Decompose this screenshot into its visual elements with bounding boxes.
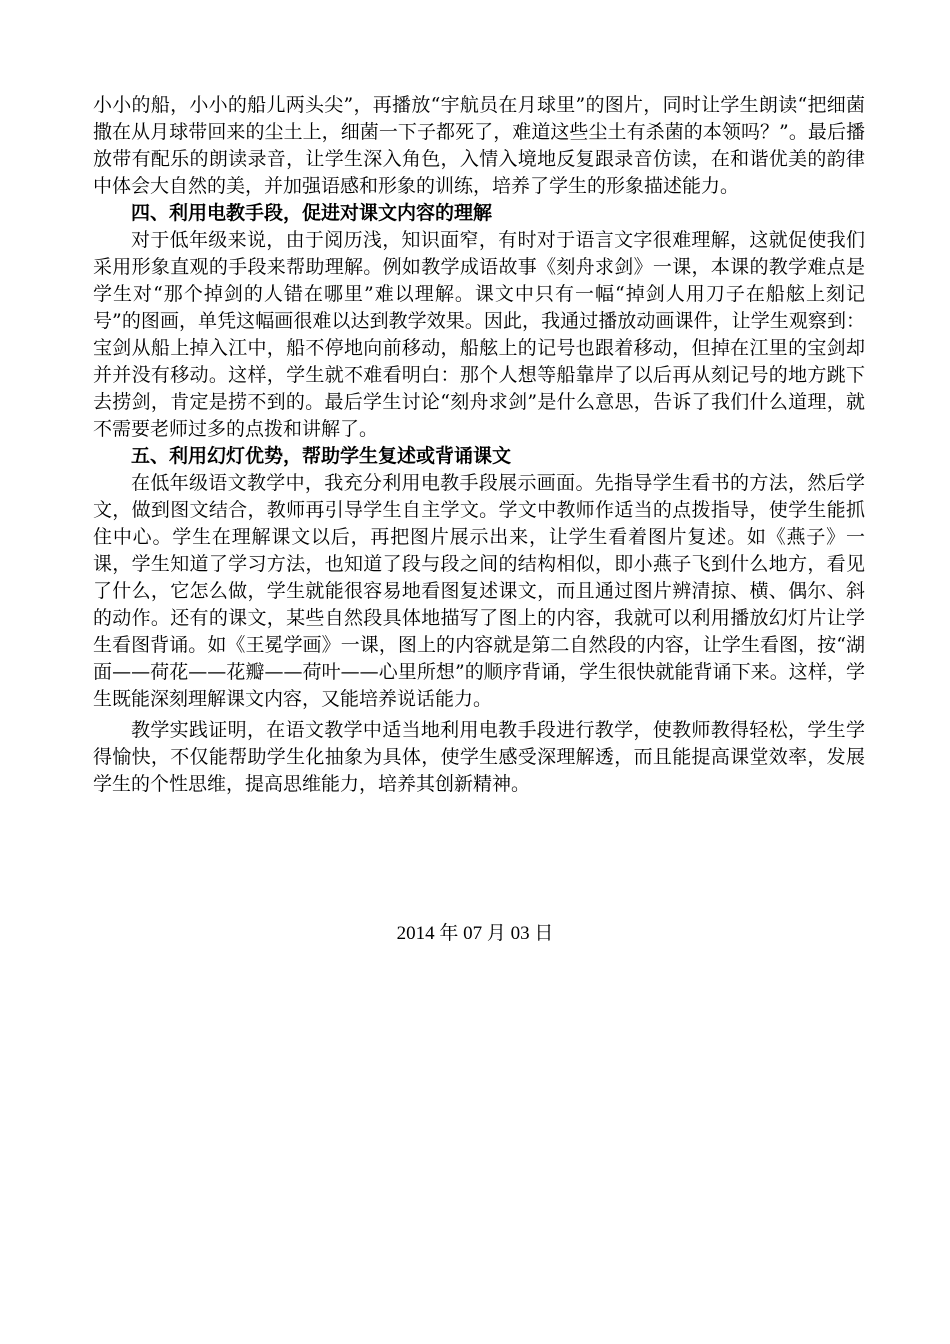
paragraph-conclusion: 教学实践证明，在语文教学中适当地利用电教手段进行教学，使教师教得轻松，学生学得愉快，不仅能帮助学生化抽象为具体，使学生感受深理解透，而且能提高课堂效率，发展学生的个性思维，提高思维能力，培养其创新精神。: [93, 719, 865, 795]
document-page: [93, 92, 865, 798]
paragraph-continued-body: 小小的船，小小的船儿两头尖”，再播放“宇航员在月球里”的图片，同时让学生朗读“把细菌撒在从月球带回来的尘土上，细菌一下子都死了，难道这些尘土有杀菌的本领吗？”。最后播放带有配乐的朗读录音，让学生深入角色，入情入境地反复跟录音仿读，在和谐优美的韵律中体会大自然的美，并加强语感和形象的训练，培养了学生的形象描述能力。: [93, 94, 865, 197]
paragraph-section-five-body: 在低年级语文教学中，我充分利用电教手段展示画面。先指导学生看书的方法，然后学文，做到图文结合，教师再引导学生自主学文。学文中教师作适当的点拨指导，使学生能抓住中心。学生在理解课文以后，再把图片展示出来，让学生看着图片复述。如《燕子》一课，学生知道了学习方法，也知道了段与段之间的结构相似，即小燕子飞到什么地方，看见了什么，它怎么做，学生就能很容易地看图复述课文，而且通过图片辨清掠、横、偶尔、斜的动作。还有的课文，某些自然段具体地描写了图上的内容，我就可以利用播放幻灯片让学生看图背诵。如《王冕学画》一课，图上的内容就是第二自然段的内容，让学生看图，按“湖面——荷花——花瓣——荷叶——心里所想”的顺序背诵，学生很快就能背诵下来。这样，学生既能深刻理解课文内容，又能培养说话能力。: [93, 472, 865, 710]
section-heading-four: 四、利用电教手段，促进对课文内容的理解: [131, 202, 493, 224]
paragraph-section-four-body: 对于低年级来说，由于阅历浅，知识面窄，有时对于语言文字很难理解，这就促使我们采用形象直观的手段来帮助理解。例如教学成语故事《刻舟求剑》一课，本课的教学难点是学生对“那个掉剑的人错在哪里”难以理解。课文中只有一幅“掉剑人用刀子在船舷上刻记号”的图画，单凭这幅画很难以达到教学效果。因此，我通过播放动画课件，让学生观察到：宝剑从船上掉入江中，船不停地向前移动，船舷上的记号也跟着移动，但掉在江里的宝剑却并并没有移动。这样，学生就不难看明白：那个人想等船靠岸了以后再从刻记号的地方跳下去捞剑，肯定是捞不到的。最后学生讨论“刻舟求剑”是什么意思，告诉了我们什么道理，就不需要老师过多的点拨和讲解了。: [93, 229, 865, 440]
document-date: 2014 年 07 月 03 日: [396, 923, 554, 944]
section-heading-five: 五、利用幻灯优势，帮助学生复述或背诵课文: [131, 445, 512, 467]
